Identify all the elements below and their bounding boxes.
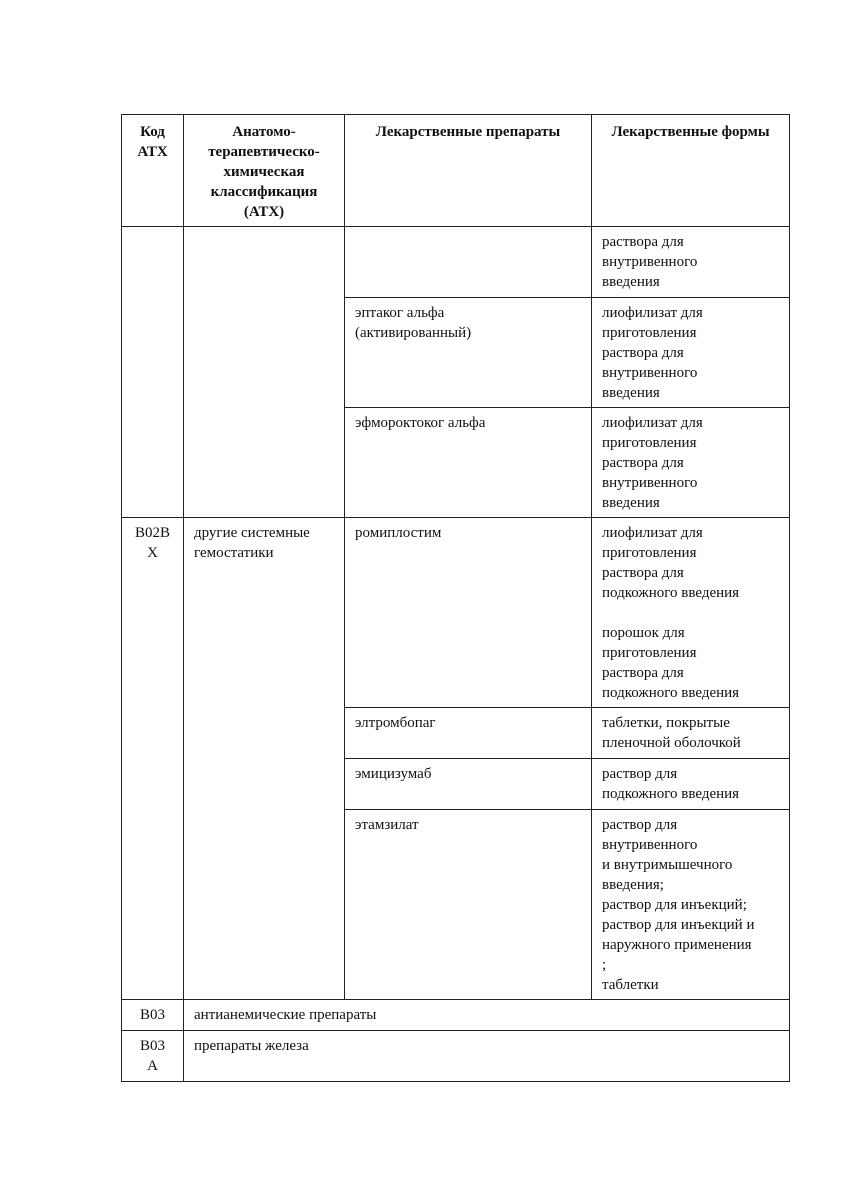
table-row xyxy=(122,518,790,708)
drug-cell: эфмороктоког альфа xyxy=(345,408,592,518)
code-cell-empty xyxy=(122,227,184,518)
classification-cell: другие системные гемостатики xyxy=(184,518,345,1000)
drug-cell: элтромбопаг xyxy=(345,708,592,759)
form-cell: раствора для внутривенного введения xyxy=(592,227,790,298)
drug-cell: ромиплостим xyxy=(345,518,592,708)
form-cell: таблетки, покрытые пленочной оболочкой xyxy=(592,708,790,759)
table-row xyxy=(122,1000,790,1031)
header-forms: Лекарственные формы xyxy=(592,115,790,227)
header-code: Код АТХ xyxy=(122,115,184,227)
code-cell: B02B X xyxy=(122,518,184,1000)
classification-cell-empty xyxy=(184,227,345,518)
classification-cell: антианемические препараты xyxy=(184,1000,790,1031)
code-cell: B03 xyxy=(122,1000,184,1031)
drug-cell: этамзилат xyxy=(345,810,592,1000)
table-row xyxy=(122,227,790,298)
table-row xyxy=(122,1031,790,1082)
form-cell: лиофилизат для приготовления раствора для подкожного введения порошок для приготовления раствора для подкожного введения xyxy=(592,518,790,708)
form-cell: раствор для подкожного введения xyxy=(592,759,790,810)
form-cell: лиофилизат для приготовления раствора для внутривенного введения xyxy=(592,408,790,518)
drug-cell xyxy=(345,227,592,298)
drug-cell: эптаког альфа (активированный) xyxy=(345,298,592,408)
atx-table xyxy=(121,114,790,1082)
drug-cell: эмицизумаб xyxy=(345,759,592,810)
form-cell: раствор для внутривенного и внутримышечного введения; раствор для инъекций; раствор для инъекций и наружного применения ; таблетки xyxy=(592,810,790,1000)
header-drugs: Лекарственные препараты xyxy=(345,115,592,227)
classification-cell: препараты железа xyxy=(184,1031,790,1082)
code-cell: B03 A xyxy=(122,1031,184,1082)
header-classification: Анатомо-терапевтическо-химическая классификация (АТХ) xyxy=(184,115,345,227)
form-cell: лиофилизат для приготовления раствора для внутривенного введения xyxy=(592,298,790,408)
table-header-row xyxy=(122,115,790,227)
